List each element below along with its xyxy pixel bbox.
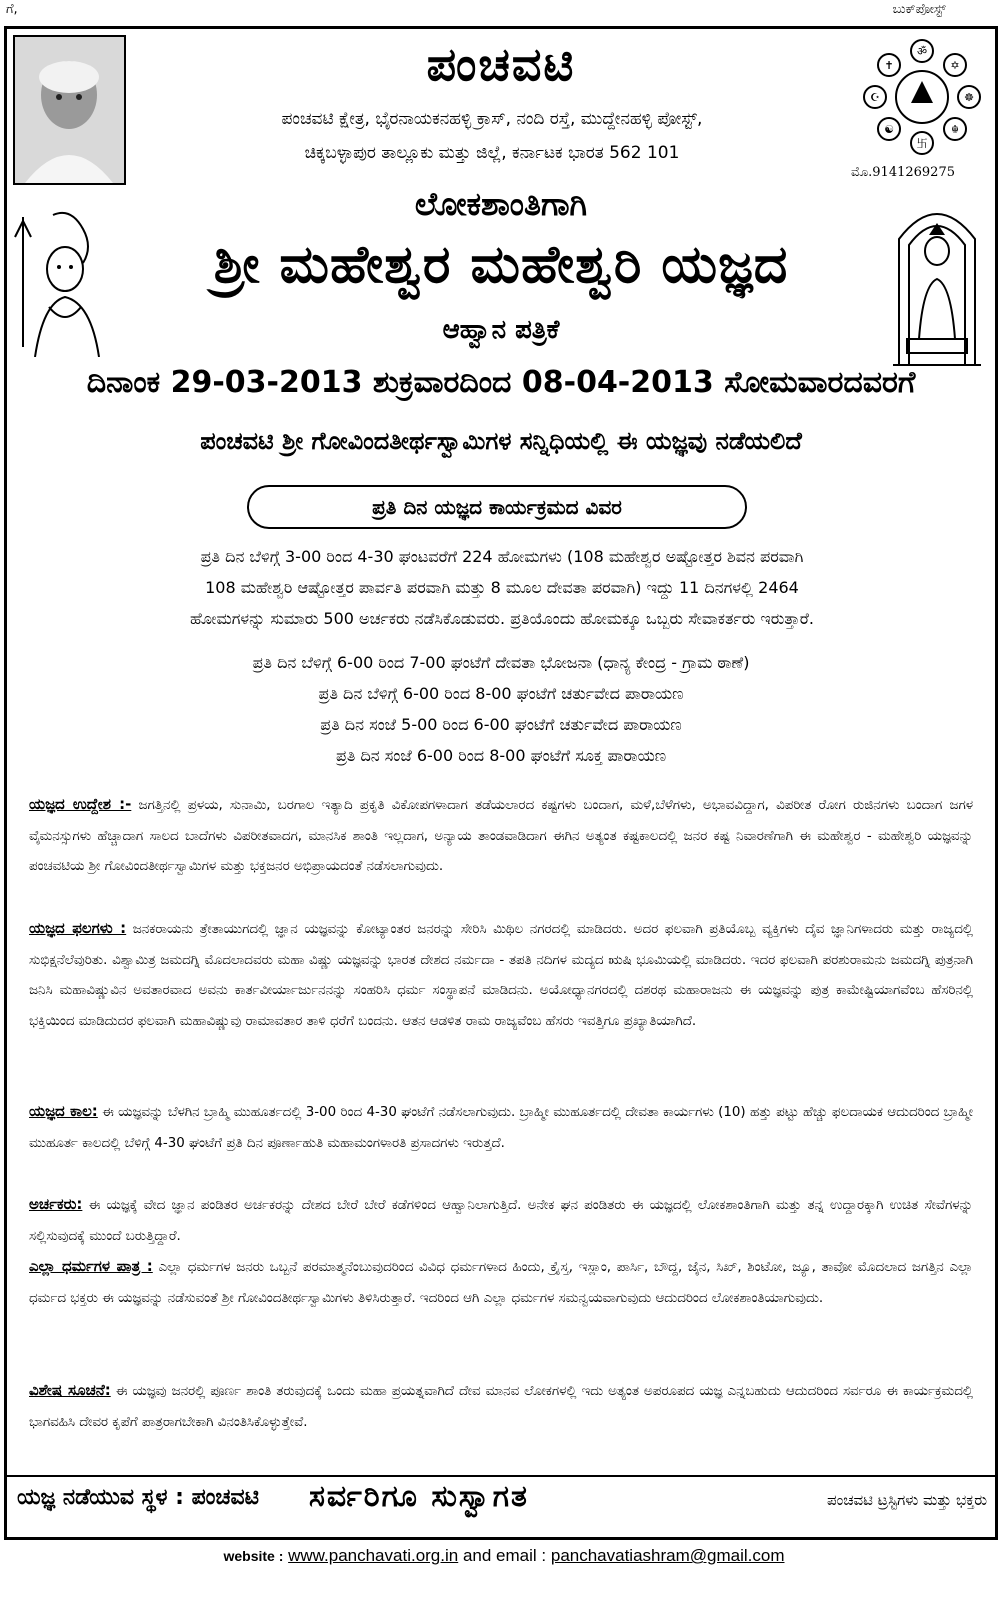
religions-heading: ಎಲ್ಲಾ ಧರ್ಮಗಳ ಪಾತ್ರ : xyxy=(29,1257,153,1275)
schedule-item: ಪ್ರತಿ ದಿನ ಬೆಳಿಗ್ಗೆ 6-00 ರಿಂದ 8-00 ಘಂಟೆಗೆ ಚರ್ತುವೇದ ಪಾರಾಯಣ xyxy=(318,684,684,703)
svg-text:☬: ☬ xyxy=(951,123,959,136)
special-note-section xyxy=(29,1375,973,1438)
svg-text:☪: ☪ xyxy=(870,91,880,104)
religions-section xyxy=(29,1251,973,1314)
trust-signature: ಪಂಚವಟಿ ಟ್ರಸ್ಟಿಗಳು ಮತ್ತು ಭಕ್ತರು xyxy=(826,1491,987,1509)
contact-line xyxy=(0,1546,1008,1566)
svg-text:✝: ✝ xyxy=(884,59,894,72)
address-line-2: ಚಿಕ್ಕಬಳ್ಳಾಪುರ ತಾಲ್ಲೂಕು ಮತ್ತು ಜಿಲ್ಲೆ, ಕರ್ನಾಟಕ ಭಾರತ 562 101 xyxy=(304,143,680,163)
special-note-text: ಈ ಯಜ್ಞವು ಜನರಲ್ಲಿ ಪೂರ್ಣ ಶಾಂತಿ ತರುವುದಕ್ಕೆ ಒಂದು ಮಹಾ ಪ್ರಯತ್ನವಾಗಿದೆ ದೇವ ಮಾನವ ಲೋಕಗಳಲ್ಲಿ ಇದು ಅತ್ಯಂತ ಅಪರೂಪದ ಯಜ್ಞ ಎನ್ನಬಹುದು ಆದುದರಿಂದ ಸರ್ವರೂ ಈ ಕಾರ್ಯಕ್ರಮದಲ್ಲಿ ಭಾಗವಹಿಸಿ ದೇವರ ಕೃಪೆಗೆ ಪಾತ್ರರಾಗಬೇಕಾಗಿ ವಿನಂತಿಸಿಕೊಳ್ಳುತ್ತೇವೆ. xyxy=(29,1384,973,1430)
to-address-label: ಗೆ, xyxy=(6,2,18,17)
program-heading: ಪ್ರತಿ ದಿನ ಯಜ್ಞದ ಕಾರ್ಯಕ್ರಮದ ವಿವರ xyxy=(247,485,747,529)
time-text: ಈ ಯಜ್ಞವನ್ನು ಬೆಳಗಿನ ಬ್ರಾಹ್ಮಿ ಮುಹೂರ್ತದಲ್ಲಿ 3-00 ರಿಂದ 4-30 ಘಂಟೆಗೆ ನಡೆಸಲಾಗುವುದು. ಬ್ರಾಹ್ಮೀ ಮುಹೂರ್ತದಲ್ಲಿ ದೇವತಾ ಕಾರ್ಯಗಳು (10) ಹತ್ತು ಪಟ್ಟು ಹೆಚ್ಚು ಫಲದಾಯಕ ಆದುದರಿಂದ ಬ್ರಾಹ್ಮೀ ಮುಹೂರ್ತ ಕಾಲದಲ್ಲಿ ಬೆಳಿಗ್ಗೆ 4-30 ಘಂಟೆಗೆ ಪ್ರತಿ ದಿನ ಪೂರ್ಣಾಹುತಿ ಮಹಾಮಂಗಳಾರತಿ ಪ್ರಸಾದಗಳು ಇರುತ್ತದೆ. xyxy=(29,1105,973,1151)
religions-text: ಎಲ್ಲಾ ಧರ್ಮಗಳ ಜನರು ಒಬ್ಬನೆ ಪರಮಾತ್ಮನೆಂಬುವುದರಿಂದ ವಿವಿಧ ಧರ್ಮಗಳಾದ ಹಿಂದು, ಕ್ರೈಸ್ತ, ಇಸ್ಲಾಂ, ಪಾರ್ಸಿ, ಬೌದ್ದ, ಜೈನ, ಸಿಖ್, ಶಿಂಟೋ, ಜ್ಯೂ, ತಾವೋ ಮೊದಲಾದ ಜಗತ್ತಿನ ಎಲ್ಲಾ ಧರ್ಮದ ಭಕ್ತರು ಈ ಯಜ್ಞವನ್ನು ನಡೆಸುವಂತೆ ಶ್ರೀ ಗೋವಿಂದತೀರ್ಥಸ್ವಾಮಿಗಳು ತಿಳಿಸಿರುತ್ತಾರೆ. ಇದರಿಂದ ಆಗಿ ಎಲ್ಲಾ ಧರ್ಮಗಳ ಸಮನ್ವಯವಾಗುವುದು ಆದುದರಿಂದ ಲೋಕಶಾಂತಿಯಾಗುವುದು. xyxy=(29,1260,973,1306)
svg-text:☸: ☸ xyxy=(964,91,974,104)
program-intro-line: ಪ್ರತಿ ದಿನ ಬೆಳಿಗ್ಗೆ 3-00 ರಿಂದ 4-30 ಘಂಟವರೆಗೆ 224 ಹೋಮಗಳು (108 ಮಹೇಶ್ವರ ಅಷ್ಟೋತ್ತರ ಶಿವನ ಪರವಾಗಿ xyxy=(200,547,804,566)
event-dates: ದಿನಾಂಕ 29-03-2013 ಶುಕ್ರವಾರದಿಂದ 08-04-2013 ಸೋಮವಾರದವರಗೆ xyxy=(86,365,916,400)
purpose-heading: ಯಜ್ಞದ ಉದ್ದೇಶ :- xyxy=(29,795,132,813)
benefits-text: ಜನಕರಾಯನು ತ್ರೇತಾಯುಗದಲ್ಲಿ ಜ್ಞಾನ ಯಜ್ಞವನ್ನು ಕೋಟ್ಯಾಂತರ ಜನರನ್ನು ಸೇರಿಸಿ ಮಿಥಿಲ ನಗರದಲ್ಲಿ ಮಾಡಿದರು. ಅದರ ಫಲವಾಗಿ ಪ್ರತಿಯೊಬ್ಬ ವ್ಯಕ್ತಿಗಳು ದೈವ ಜ್ಞಾನಿಗಳಾದರು ಮತ್ತು ರಾಜ್ಯದಲ್ಲಿ ಸುಭಿಕ್ಷನೆಲೆವುರಿತು. ವಿಶ್ವಾಮಿತ್ರ ಜಮದಗ್ನಿ ಮೊದಲಾದವರು ಮಹಾ ವಿಷ್ಣು ಯಜ್ಞವನ್ನು ಭಾರತ ದೇಶದ ನರ್ಮದಾ - ತಪತಿ ನದಿಗಳ ಮದ್ಯದ ಋಷಿ ಭೂಮಿಯಲ್ಲಿ ಮಾಡಿದರು. ಇದರ ಫಲವಾಗಿ ಪರಶುರಾಮನು ಜಮದಗ್ನಿ ಪುತ್ರನಾಗಿ ಜನಿಸಿ ಮಹಾವಿಷ್ಣುವಿನ ಅವತಾರವಾದ ಅವನು ಕಾರ್ತವೀರ್ಯಾರ್ಜುನನನ್ನು ಸಂಹರಿಸಿ ಧರ್ಮ ಸಂಸ್ಥಾಪನೆ ಮಾಡಿದನು. ಅಯೋಧ್ಯಾನಗರದಲ್ಲಿ ದಶರಥ ಮಹಾರಾಜನು ಈ ಯಜ್ಞವನ್ನು ಪುತ್ರ ಕಾಮೇಷ್ಟಿಯಾಗವೆಂಬ ಹೆಸರಿನಲ್ಲಿ ಭಕ್ತಿಯಿಂದ ಮಾಡಿದುದರ ಫಲವಾಗಿ ಮಹಾವಿಷ್ಣುವು ರಾಮಾವತಾರ ತಾಳಿ ಧರೆಗೆ ಬಂದನು. ಆತನ ಆಡಳಿತ ರಾಮ ರಾಜ್ಯವೆಂಬ ಹೆಸರು ಇವತ್ತಿಗೂ ಪ್ರಖ್ಯಾತಿಯಾಗಿದೆ. xyxy=(29,922,973,1029)
welcome-text: ಸರ್ವರಿಗೂ ಸುಸ್ವಾಗತ xyxy=(309,1479,529,1514)
special-note-heading: ವಿಶೇಷ ಸೂಚನೆ: xyxy=(29,1381,111,1399)
presence-line: ಪಂಚವಟಿ ಶ್ರೀ ಗೋವಿಂದತೀರ್ಥಸ್ವಾಮಿಗಳ ಸನ್ನಿಧಿಯಲ್ಲಿ ಈ ಯಜ್ಞವು ನಡೆಯಲಿದೆ xyxy=(200,427,802,455)
svg-text:☯: ☯ xyxy=(884,123,894,136)
schedule-item: ಪ್ರತಿ ದಿನ ಸಂಜೆ 5-00 ರಿಂದ 6-00 ಘಂಟೆಗೆ ಚರ್ತುವೇದ ಪಾರಾಯಣ xyxy=(320,715,682,734)
time-section xyxy=(29,1096,973,1159)
priests-text: ಈ ಯಜ್ಞಕ್ಕೆ ವೇದ ಜ್ಞಾನ ಪಂಡಿತರ ಅರ್ಚಕರನ್ನು ದೇಶದ ಬೇರೆ ಬೇರೆ ಕಡೆಗಳಿಂದ ಆಹ್ವಾನಿಲಾಗುತ್ತಿದೆ. ಅನೇಕ ಘನ ಪಂಡಿತರು ಈ ಯಜ್ಞದಲ್ಲಿ ಲೋಕಶಾಂತಿಗಾಗಿ ಮತ್ತು ತನ್ನ ಉದ್ದಾರಕ್ಕಾಗಿ ಉಚಿತ ಸೇವೆಗಳನ್ನು ಸಲ್ಲಿಸುವುದಕ್ಕೆ ಮುಂದೆ ಬರುತ್ತಿದ್ದಾರೆ. xyxy=(29,1198,973,1244)
religions-emblem-icon xyxy=(863,37,981,157)
purpose-section xyxy=(29,789,973,883)
program-intro-line: ಹೋಮಗಳನ್ನು ಸುಮಾರು 500 ಅರ್ಚಕರು ನಡೆಸಿಕೊಡುವರು. ಪ್ರತಿಯೊಂದು ಹೋಮಕ್ಕೂ ಒಬ್ಬರು ಸೇವಾಕರ್ತರು ಇರುತ್ತಾರೆ. xyxy=(189,609,814,628)
address-line-1: ಪಂಚವಟಿ ಕ್ಷೇತ್ರ, ಭೈರನಾಯಕನಹಳ್ಳಿ ಕ್ರಾಸ್, ನಂದಿ ರಸ್ತೆ, ಮುದ್ದೇನಹಳ್ಳಿ ಪೋಸ್ಟ್, xyxy=(281,109,703,129)
benefits-heading: ಯಜ್ಞದ ಫಲಗಳು : xyxy=(29,919,127,937)
program-intro-line: 108 ಮಹೇಶ್ವರಿ ಆಷ್ಟೋತ್ತರ ಪಾರ್ವತಿ ಪರವಾಗಿ ಮತ್ತು 8 ಮೂಲ ದೇವತಾ ಪರವಾಗಿ) ಇದ್ದು 11 ದಿನಗಳಲ್ಲಿ 2464 xyxy=(205,578,799,597)
footer-divider xyxy=(7,1475,995,1477)
schedule-item: ಪ್ರತಿ ದಿನ ಬೆಳಿಗ್ಗೆ 6-00 ರಿಂದ 7-00 ಘಂಟೆಗೆ ದೇವತಾ ಭೋಜನಾ (ಧಾನ್ಯ ಕೇಂದ್ರ - ಗ್ರಾಮ ಠಾಣೆ) xyxy=(252,653,750,672)
website-link[interactable]: www.panchavati.org.in xyxy=(288,1546,459,1565)
svg-text:✡: ✡ xyxy=(950,59,960,72)
page-title: ಪಂಚವಟಿ xyxy=(426,37,576,91)
benefits-section xyxy=(29,913,973,1037)
email-label: and email : xyxy=(462,1546,547,1565)
program-intro xyxy=(29,541,975,634)
book-post-label: ಬುಕ್‌ಪೋಸ್ಟ್ xyxy=(892,2,946,17)
priests-heading: ಅರ್ಚಕರು: xyxy=(29,1195,83,1213)
subtitle-lokashanti: ಲೋಕಶಾಂತಿಗಾಗಿ xyxy=(414,185,588,223)
daily-schedule xyxy=(7,647,995,771)
invitation-heading: ಆಹ್ವಾನ ಪತ್ರಿಕೆ xyxy=(442,315,560,345)
time-heading: ಯಜ್ಞದ ಕಾಲ: xyxy=(29,1102,98,1120)
svg-text:ॐ: ॐ xyxy=(916,45,928,58)
email-link[interactable]: panchavatiashram@gmail.com xyxy=(550,1546,785,1565)
invitation-frame xyxy=(4,26,998,1540)
venue-label: ಯಜ್ಞ ನಡೆಯುವ ಸ್ಥಳ : ಪಂಚವಟಿ xyxy=(17,1485,259,1510)
website-label: website : xyxy=(223,1548,284,1564)
phone-number: ಮೊ.9141269275 xyxy=(850,165,955,180)
priests-section xyxy=(29,1189,973,1252)
yajna-title: ಶ್ರೀ ಮಹೇಶ್ವರ ಮಹೇಶ್ವರಿ ಯಜ್ಞದ xyxy=(213,235,789,295)
schedule-item: ಪ್ರತಿ ದಿನ ಸಂಜೆ 6-00 ರಿಂದ 8-00 ಘಂಟೆಗೆ ಸೂಕ್ತ ಪಾರಾಯಣ xyxy=(335,746,667,765)
svg-text:卐: 卐 xyxy=(916,137,928,150)
purpose-text: ಜಗತ್ತಿನಲ್ಲಿ ಪ್ರಳಯ, ಸುನಾಮಿ, ಬರಗಾಲ ಇತ್ಯಾದಿ ಪ್ರಕೃತಿ ವಿಕೋಪಗಳಾದಾಗ ತಡೆಯಲಾರದ ಕಷ್ಟಗಳು ಬಂದಾಗ, ಮಳೆ,ಬೆಳೆಗಳು, ಅಭಾವವಿದ್ದಾಗ, ವಿಪರೀತ ರೋಗ ರುಜಿನಗಳು ಬಂದಾಗ ಜಗಳ ವೈಮನಸ್ಸುಗಳು ಹೆಚ್ಚಾದಾಗ ಸಾಲದ ಬಾದೆಗಳು ವಿಪರೀತವಾದಗ, ಮಾನಸಿಕ ಶಾಂತಿ ಇಲ್ಲದಾಗ, ಅನ್ಯಾಯ ತಾಂಡವಾಡಿದಾಗ ಈಗಿನ ಅತ್ಯಂತ ಕಷ್ಟಕಾಲದಲ್ಲಿ ಜನರ ಕಷ್ಟ ನಿವಾರಣೆಗಾಗಿ ಈ ಮಹೇಶ್ವರ - ಮಹೇಶ್ವರಿ ಯಜ್ಞವನ್ನು ಪಂಚವಟಿಯ ಶ್ರೀ ಗೋವಿಂದತೀರ್ಥಸ್ವಾಮಿಗಳ ಮತ್ತು ಭಕ್ತಜನರ ಅಭಿಪ್ರಾಯದಂತೆ ನಡೆಸಲಾಗುವುದು. xyxy=(29,798,973,874)
